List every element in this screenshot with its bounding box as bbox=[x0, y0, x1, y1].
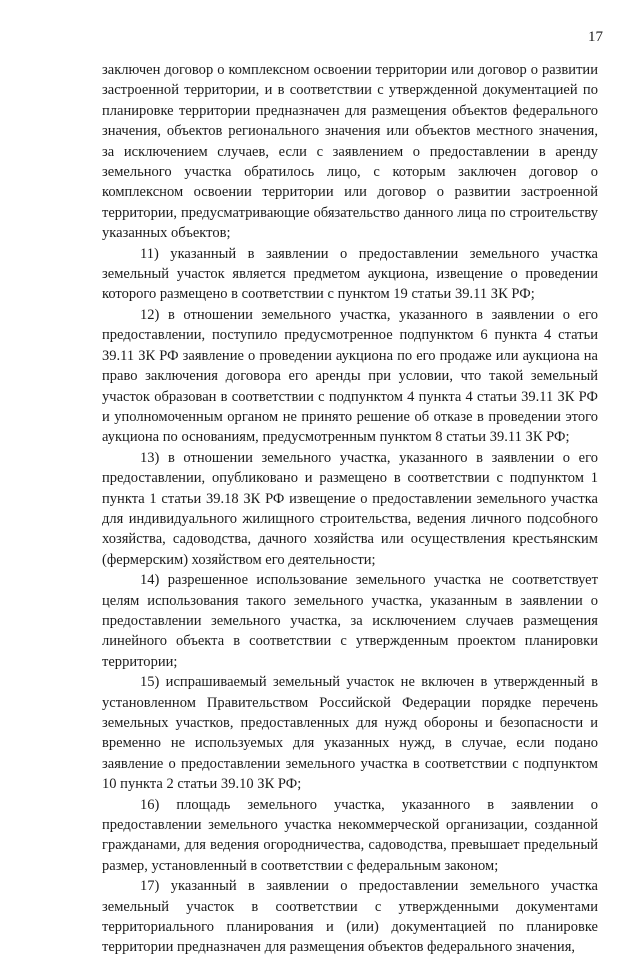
paragraph-item-13: 13) в отношении земельного участка, указанного в заявлении о его предоставлении, опубликовано и размещено в соответствии с подпунктом 1 пункта 1 статьи 39.18 ЗК РФ извещение о предоставлении земельного участка для индивидуального жилищного строительства, ведения личного подсобного хозяйства, садоводства, дачного хозяйства или осуществления крестьянским (фермерским) хозяйством его деятельности; bbox=[102, 449, 598, 568]
paragraph-item-15: 15) испрашиваемый земельный участок не включен в утвержденный в установленном Правительством Российской Федерации порядке перечень земельных участков, предоставленных для нужд обороны и безопасности и временно не используемых для указанных нужд, в случае, если подано заявление о предоставлении земельного участка в соответствии с подпунктом 10 пункта 2 статьи 39.10 ЗК РФ; bbox=[102, 674, 598, 793]
paragraph-item-12: 12) в отношении земельного участка, указанного в заявлении о его предоставлении, поступило предусмотренное подпунктом 6 пункта 4 статьи 39.11 ЗК РФ заявление о проведении аукциона по его продаже или аукциона на право заключения договора его аренды при условии, что такой земельный участок образован в соответствии с подпунктом 4 пункта 4 статьи 39.11 ЗК РФ и уполномоченным органом не принято решение об отказе в проведении этого аукциона по основаниям, предусмотренным пунктом 8 статьи 39.11 ЗК РФ; bbox=[102, 306, 598, 446]
paragraph-item-16: 16) площадь земельного участка, указанного в заявлении о предоставлении земельного участка некоммерческой организации, созданной гражданами, для ведения огородничества, садоводства, превышает предельный размер, установленный в соответствии с федеральным законом; bbox=[102, 796, 598, 874]
document-body bbox=[102, 60, 598, 958]
paragraph-item-11: 11) указанный в заявлении о предоставлении земельного участка земельный участок является предметом аукциона, извещение о проведении которого размещено в соответствии с пунктом 19 статьи 39.11 ЗК РФ; bbox=[102, 245, 598, 303]
page-number: 17 bbox=[588, 29, 603, 45]
paragraph-continuation: заключен договор о комплексном освоении территории или договор о развитии застроенной территории, и в соответствии с утвержденной документацией по планировке территории предназначен для размещения объектов федерального значения, объектов регионального значения или объектов местного значения, за исключением случаев, если с заявлением о предоставлении в аренду земельного участка обратилось лицо, с которым заключен договор о комплексном освоении территории или договор о развитии застроенной территории, предусматривающие обязательство данного лица по строительству указанных объектов; bbox=[102, 62, 598, 242]
paragraph-item-14: 14) разрешенное использование земельного участка не соответствует целям использования такого земельного участка, указанным в заявлении о предоставлении земельного участка, за исключением случаев размещения линейного объекта в соответствии с утвержденным проектом планировки территории; bbox=[102, 572, 598, 670]
paragraph-item-17: 17) указанный в заявлении о предоставлении земельного участка земельный участок в соответствии с утвержденными документами территориального планирования и (или) документацией по планировке территории предназначен для размещения объектов федерального значения, bbox=[102, 878, 598, 956]
